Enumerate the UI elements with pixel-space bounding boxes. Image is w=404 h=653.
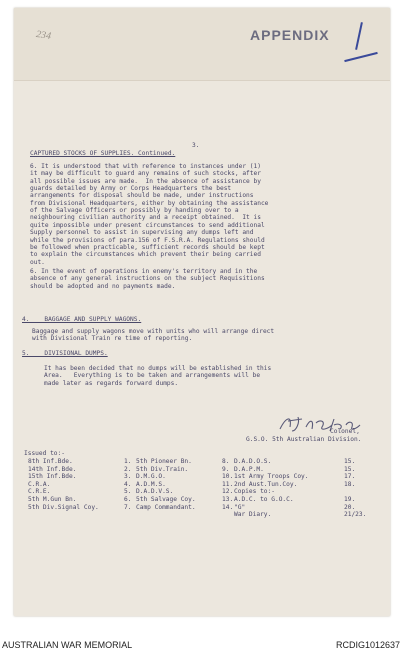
page-number: 3. (192, 142, 200, 149)
distribution-cell: A.D.C. to G.O.C. (234, 496, 294, 503)
distribution-cell: 5. (124, 488, 132, 496)
distribution-cell: 11. (222, 480, 234, 488)
distribution-cell: C.R.A. (28, 480, 51, 488)
distribution-cell: 14. (222, 503, 234, 511)
distribution-cell: 18. (344, 480, 356, 488)
text-line: to explain the circumstances which prevent their being carried (30, 251, 261, 259)
text-line: of the Salvage Officers or possibly by handing over to a (30, 207, 239, 215)
distribution-cell: 5th Salvage Coy. (136, 496, 196, 503)
distribution-cell: 3. (124, 473, 132, 481)
text-line: out. (30, 258, 45, 266)
text-line: be followed when practicable, sufficient records should be kept (30, 243, 265, 251)
appendix-tab (14, 8, 390, 81)
distribution-cell: D.A.D.V.S. (136, 488, 174, 496)
distribution-cell: 7. (124, 503, 132, 511)
distribution-cell: 5th Div.Train. (136, 465, 189, 473)
distribution-cell: War Diary. (234, 511, 272, 519)
distribution-cell: 9. (222, 465, 230, 473)
distribution-cell: C.R.E. (28, 488, 51, 496)
distribution-cell: 21/23. (344, 511, 367, 519)
distribution-cell: D.M.G.O. (136, 473, 166, 481)
footer-reference: RCDIG1012637 (335, 640, 400, 650)
text-line: neighbouring civilian authority and a receipt obtained. It is (30, 214, 261, 222)
signatory-rank: Colonel, (330, 428, 360, 435)
distribution-cell: 13. (222, 496, 234, 503)
appendix-stamp: APPENDIX (250, 27, 330, 43)
distribution-cell: 12. (222, 488, 234, 496)
text-line: while the provisions of para.156 of F.S.R.A. Regulations should (30, 236, 265, 244)
distribution-cell: D.A.P.M. (234, 465, 264, 473)
distribution-cell: 4. (124, 480, 132, 488)
distribution-cell: 5th M.Gun Bn. (28, 496, 77, 503)
text-line: made later as regards forward dumps. (44, 379, 179, 387)
text-line: guards detailed by Army or Corps Headquarters the best (30, 185, 232, 193)
distribution-cell: 14th Inf.Bde. (28, 465, 77, 473)
distribution-cell: 5th Div.Signal Coy. (28, 503, 99, 511)
distribution-cell: 15th Inf.Bde. (28, 473, 77, 481)
distribution-cell: 15. (344, 458, 356, 465)
distribution-cell: 1st Army Troops Coy. (234, 473, 309, 481)
document-page (14, 8, 390, 616)
text-line: 6. It is understood that with reference to instances under (1) (30, 163, 261, 170)
distribution-cell: Camp Commandant. (136, 503, 196, 511)
footer-source: AUSTRALIAN WAR MEMORIAL (2, 640, 133, 650)
text-line: Supply personnel to assist in supervising any dumps left and (30, 229, 254, 237)
distribution-cell: 8. (222, 458, 230, 465)
section-5-heading: 5. DIVISIONAL DUMPS. (22, 350, 108, 357)
text-line: all possible issues are made. In the absence of assistance by (30, 177, 261, 185)
distribution-cell: 1. (124, 458, 132, 465)
distribution-cell: 20. (344, 503, 356, 511)
distribution-cell: D.A.D.O.S. (234, 458, 272, 465)
distribution-cell: 2. (124, 465, 132, 473)
distribution-cell: 17. (344, 473, 356, 481)
text-line: from Divisional Headquarters, either by obtaining the assistance (30, 199, 269, 207)
distribution-cell: A.D.M.S. (136, 480, 166, 488)
signatory-title: G.S.O. 5th Australian Division. (246, 436, 362, 443)
reference-number: 234 (35, 29, 52, 42)
text-line: 6. In the event of operations in enemy's territory and in the (30, 268, 258, 275)
distribution-cell: "G" (234, 503, 246, 511)
text-line: should be adopted and no payments made. (30, 282, 176, 290)
section-heading: CAPTURED STOCKS OF SUPPLIES. Continued. (30, 150, 176, 157)
text-line: absence of any general instructions on the subject Requisitions (30, 275, 265, 283)
distribution-cell: 8th Inf.Bde. (28, 458, 73, 465)
text-line: It has been decided that no dumps will be established in this (44, 365, 272, 372)
distribution-cell: 19. (344, 496, 356, 503)
text-line: quite impossible under present circumstances to send additional (30, 221, 265, 229)
text-line: Baggage and supply wagons move with units who will arrange direct (32, 328, 275, 335)
text-line: it may be difficult to guard any remains of such stocks, after (30, 170, 261, 178)
distribution-cell: 2nd Aust.Tun.Coy. (234, 480, 298, 488)
distribution-cell: Copies to:- (234, 488, 275, 496)
distribution-cell: 10. (222, 473, 234, 481)
distribution-cell: 15. (344, 465, 356, 473)
distribution-cell: 5th Pioneer Bn. (136, 458, 192, 465)
text-line: arrangements for disposal should be made, under instructions (30, 192, 254, 200)
text-line: with Divisional Train re time of reporting. (32, 335, 193, 343)
text-line: Area. Everything is to be taken and arrangements will be (44, 372, 261, 380)
issued-to-label: Issued to:- (24, 450, 65, 457)
distribution-cell: 6. (124, 496, 132, 503)
section-4-heading: 4. BAGGAGE AND SUPPLY WAGONS. (22, 316, 142, 323)
